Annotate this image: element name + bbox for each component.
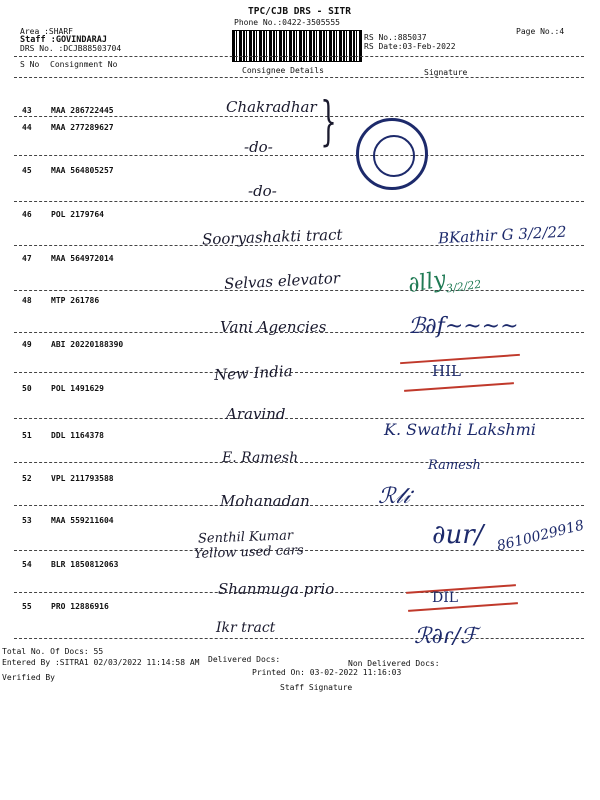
row-divider — [14, 155, 584, 156]
row-49-consignment: ABI 20220188390 — [51, 340, 124, 349]
staff-label: Staff :GOVINDARAJ — [20, 35, 107, 45]
row-divider — [14, 245, 584, 246]
row-45-sno: 45 — [22, 166, 32, 175]
row-54-sno: 54 — [22, 560, 32, 569]
company-stamp — [356, 118, 428, 190]
handwritten-consignee-45: -do- — [248, 182, 277, 200]
row-divider — [14, 638, 584, 639]
printed-on: Printed On: 03-02-2022 11:16:03 — [252, 668, 402, 677]
column-consignment: Consignment No — [50, 60, 118, 69]
row-47-sno: 47 — [22, 254, 32, 263]
row-55-sno: 55 — [22, 602, 32, 611]
row-48-consignment: MTP 261786 — [51, 296, 100, 305]
row-44-consignment: MAA 277289627 — [51, 123, 114, 132]
row-45-consignment: MAA 564805257 — [51, 166, 114, 175]
entered-by: Entered By :SITRA1 02/03/2022 11:14:58 AM — [2, 658, 200, 667]
signature-49-strike-lower — [404, 382, 514, 392]
handwritten-consignee-50: Aravind — [226, 405, 286, 423]
staff-signature: Staff Signature — [280, 683, 353, 692]
row-49-sno: 49 — [22, 340, 32, 349]
area-label: Area :SHARF — [20, 27, 73, 36]
header-divider-top — [14, 56, 584, 57]
handwritten-consignee-55: Ikr tract — [216, 620, 276, 636]
row-52-consignment: VPL 211793588 — [51, 474, 114, 483]
row-53-sno: 53 — [22, 516, 32, 525]
page-number: Page No.:4 — [516, 27, 565, 36]
handwritten-consignee-48: Vani Agencies — [220, 318, 327, 336]
handwritten-consignee-44: -do- — [244, 138, 273, 156]
handwritten-consignee-53-company: Yellow used cars — [193, 543, 304, 562]
row-divider — [14, 201, 584, 202]
delivered-docs: Delivered Docs: — [208, 655, 281, 664]
handwritten-consignee-52: Mohanadan — [220, 492, 310, 510]
row-divider — [14, 462, 584, 463]
row-54-consignment: BLR 1850812063 — [51, 560, 119, 569]
row-divider — [14, 116, 584, 117]
row-divider — [14, 290, 584, 291]
document-title: TPC/CJB DRS - SITR — [248, 6, 351, 17]
phone-number: Phone No.:0422-3505555 — [234, 18, 340, 27]
bracket-mark: } — [320, 92, 337, 152]
row-53-consignment: MAA 559211604 — [51, 516, 114, 525]
row-46-consignment: POL 2179764 — [51, 210, 104, 219]
rs-date: RS Date:03-Feb-2022 — [364, 42, 456, 51]
signature-53-mark: ∂ur/ — [432, 520, 484, 550]
row-51-consignment: DDL 1164378 — [51, 431, 104, 440]
row-50-consignment: POL 1491629 — [51, 384, 104, 393]
row-50-sno: 50 — [22, 384, 32, 393]
signature-52: ℛ𝓁𝒾 — [378, 484, 410, 509]
handwritten-consignee-47: Selvas elevator — [223, 268, 341, 294]
total-docs: Total No. Of Docs: 55 — [2, 647, 104, 656]
stamp-emblem — [373, 135, 415, 177]
row-52-sno: 52 — [22, 474, 32, 483]
row-divider — [14, 372, 584, 373]
signature-48: ℬ∂f~~~~ — [408, 314, 519, 339]
handwritten-consignee-49: New India — [213, 361, 293, 385]
signature-47-date: 3/2/22 — [445, 277, 483, 296]
column-signature: Signature — [424, 68, 468, 77]
signature-50: K. Swathi Lakshmi — [384, 420, 536, 439]
signature-47-mark: ∂lly — [406, 266, 448, 299]
column-sno: S No — [20, 60, 40, 69]
handwritten-consignee-43: Chakradhar — [226, 98, 317, 116]
row-44-sno: 44 — [22, 123, 32, 132]
row-46-sno: 46 — [22, 210, 32, 219]
rs-number: RS No.:885037 — [364, 33, 427, 42]
signature-46: BKathir G 3/2/22 — [437, 222, 568, 248]
signature-51: Ramesh — [428, 458, 481, 473]
row-divider — [14, 418, 584, 419]
handwritten-consignee-53-name: Senthil Kumar — [197, 528, 294, 547]
signature-55: ℛ∂ɾ∕ℱ — [414, 624, 478, 649]
row-43-sno: 43 — [22, 106, 32, 115]
handwritten-consignee-46: Sooryashakti tract — [201, 225, 343, 249]
non-delivered-docs: Non Delivered Docs: — [348, 659, 440, 668]
signature-54: DIL — [432, 590, 459, 606]
header-divider-bottom — [14, 77, 584, 78]
signature-54-strike-lower — [408, 602, 518, 612]
row-55-consignment: PRO 12886916 — [51, 602, 109, 611]
signature-49: HIL — [432, 362, 461, 380]
row-51-sno: 51 — [22, 431, 32, 440]
row-47-consignment: MAA 564972014 — [51, 254, 114, 263]
barcode — [232, 30, 362, 62]
verified-by: Verified By — [2, 673, 55, 682]
handwritten-consignee-51: E. Ramesh — [222, 450, 299, 466]
row-43-consignment: MAA 286722445 — [51, 106, 114, 115]
signature-53-phone: 8610029918 — [495, 517, 586, 555]
row-48-sno: 48 — [22, 296, 32, 305]
column-consignee: Consignee Details — [242, 66, 324, 75]
handwritten-consignee-54: Shanmuga prio — [218, 580, 335, 598]
drs-number: DRS No. :DCJB88503704 — [20, 44, 122, 53]
